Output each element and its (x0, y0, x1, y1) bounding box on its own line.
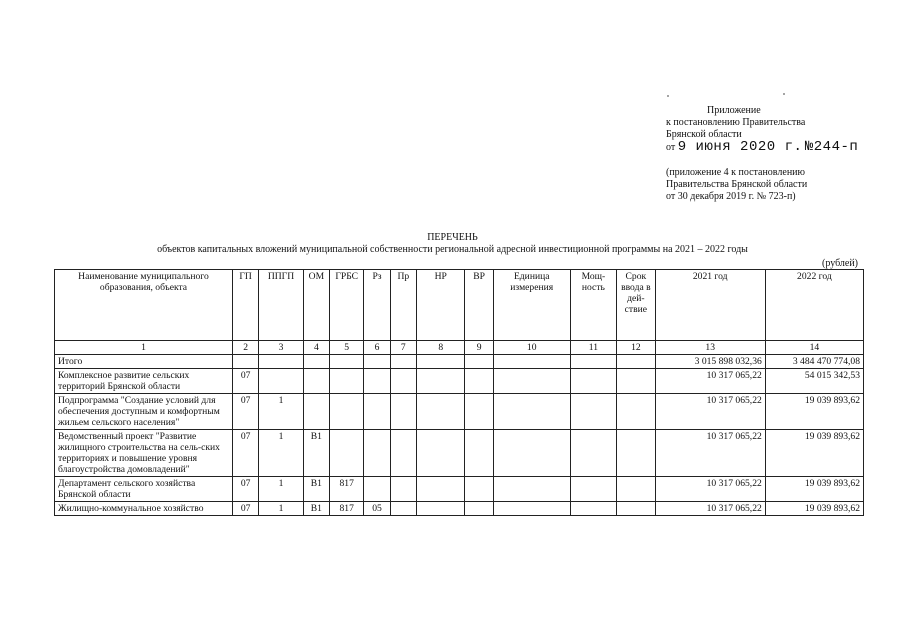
cell-om: В1 (303, 477, 329, 502)
row-total (55, 355, 864, 369)
cell-nr (416, 502, 465, 516)
col-number: 6 (364, 341, 390, 355)
reference-note (666, 167, 807, 203)
cell-vr (465, 369, 493, 394)
cell-pr (390, 355, 416, 369)
col-header-term: Срок ввода в дей-ствие (617, 270, 655, 341)
cell-grbs (330, 355, 364, 369)
col-header-capacity: Мощ-ность (570, 270, 617, 341)
cell-om: В1 (303, 502, 329, 516)
cell-amount-2022: 19 039 893,62 (765, 502, 863, 516)
col-header-2022: 2022 год (765, 270, 863, 341)
column-number-row (55, 341, 864, 355)
col-header-name: Наименование муниципального образования, объекта (55, 270, 233, 341)
col-number: 12 (617, 341, 655, 355)
cell-ppgp: 1 (259, 430, 303, 477)
cell-vr (465, 477, 493, 502)
appendix-header (666, 105, 858, 154)
col-header-om: ОМ (303, 270, 329, 341)
col-number: 10 (493, 341, 570, 355)
col-number: 3 (259, 341, 303, 355)
cell-gp: 07 (232, 430, 258, 477)
appendix-title: Приложение (707, 105, 761, 116)
cell-om (303, 355, 329, 369)
cell-vr (465, 394, 493, 430)
row-agriculture-department (55, 477, 864, 502)
cell-rz (364, 477, 390, 502)
col-number: 7 (390, 341, 416, 355)
cell-name: Подпрограмма "Создание условий для обеспечения доступным и комфортным жильем сельского населения" (55, 394, 233, 430)
cell-unit (493, 394, 570, 430)
scan-speck (783, 93, 785, 95)
cell-grbs: 817 (330, 502, 364, 516)
cell-capacity (570, 355, 617, 369)
cell-rz (364, 430, 390, 477)
cell-gp: 07 (232, 394, 258, 430)
cell-grbs: 817 (330, 477, 364, 502)
document-title: ПЕРЕЧЕНЬ (427, 232, 478, 243)
col-number: 9 (465, 341, 493, 355)
cell-capacity (570, 502, 617, 516)
scan-speck (667, 95, 669, 97)
cell-amount-2021: 10 317 065,22 (655, 430, 765, 477)
cell-nr (416, 477, 465, 502)
reference-line-1: (приложение 4 к постановлению (666, 167, 806, 178)
cell-vr (465, 502, 493, 516)
cell-unit (493, 430, 570, 477)
cell-pr (390, 502, 416, 516)
cell-gp: 07 (232, 502, 258, 516)
col-number: 1 (55, 341, 233, 355)
cell-amount-2022: 54 015 342,53 (765, 369, 863, 394)
decree-date-line (666, 141, 858, 154)
cell-grbs (330, 430, 364, 477)
cell-nr (416, 369, 465, 394)
col-number: 4 (303, 341, 329, 355)
cell-term (617, 477, 655, 502)
cell-unit (493, 477, 570, 502)
col-header-2021: 2021 год (655, 270, 765, 341)
cell-term (617, 430, 655, 477)
col-header-pr: Пр (390, 270, 416, 341)
units-label: (рублей) (822, 258, 859, 269)
cell-om (303, 369, 329, 394)
col-header-unit: Единица измерения (493, 270, 570, 341)
cell-unit (493, 369, 570, 394)
cell-nr (416, 430, 465, 477)
cell-amount-2021: 10 317 065,22 (655, 502, 765, 516)
cell-vr (465, 355, 493, 369)
cell-rz: 05 (364, 502, 390, 516)
cell-term (617, 394, 655, 430)
cell-rz (364, 394, 390, 430)
col-number: 2 (232, 341, 258, 355)
cell-pr (390, 430, 416, 477)
date-prefix: от (666, 142, 676, 153)
col-header-grbs: ГРБС (330, 270, 364, 341)
cell-ppgp: 1 (259, 394, 303, 430)
cell-amount-2021: 10 317 065,22 (655, 394, 765, 430)
cell-pr (390, 369, 416, 394)
cell-unit (493, 355, 570, 369)
cell-name: Итого (55, 355, 233, 369)
cell-amount-2021: 10 317 065,22 (655, 477, 765, 502)
col-header-ppgp: ППГП (259, 270, 303, 341)
cell-amount-2021: 3 015 898 032,36 (655, 355, 765, 369)
decree-date: 9 июня 2020 г. (677, 139, 803, 155)
cell-om: В1 (303, 430, 329, 477)
cell-rz (364, 369, 390, 394)
col-number: 13 (655, 341, 765, 355)
cell-ppgp: 1 (259, 502, 303, 516)
cell-capacity (570, 394, 617, 430)
cell-name: Жилищно-коммунальное хозяйство (55, 502, 233, 516)
cell-name: Ведомственный проект "Развитие жилищного строительства на сель-ских территориях и повышение уровня благоустройства домовладений" (55, 430, 233, 477)
col-number: 5 (330, 341, 364, 355)
cell-ppgp (259, 369, 303, 394)
decree-number: 244-п (813, 139, 859, 155)
cell-pr (390, 477, 416, 502)
cell-vr (465, 430, 493, 477)
cell-rz (364, 355, 390, 369)
appendix-line-2: к постановлению Правительства (666, 117, 806, 128)
cell-capacity (570, 430, 617, 477)
cell-amount-2022: 19 039 893,62 (765, 394, 863, 430)
cell-pr (390, 394, 416, 430)
document-subtitle: объектов капитальных вложений муниципальной собственности региональной адресной инвестиционной программы на 2021 – 2022 годы (157, 244, 748, 255)
row-subprogram-housing (55, 394, 864, 430)
cell-unit (493, 502, 570, 516)
cell-grbs (330, 394, 364, 430)
cell-ppgp: 1 (259, 477, 303, 502)
row-rural-development (55, 369, 864, 394)
col-header-nr: НР (416, 270, 465, 341)
row-departmental-project (55, 430, 864, 477)
investment-table (54, 269, 864, 516)
col-header-gp: ГП (232, 270, 258, 341)
cell-ppgp (259, 355, 303, 369)
cell-gp (232, 355, 258, 369)
cell-amount-2022: 3 484 470 774,08 (765, 355, 863, 369)
cell-capacity (570, 369, 617, 394)
row-housing-utilities (55, 502, 864, 516)
cell-name: Комплексное развитие сельских территорий Брянской области (55, 369, 233, 394)
cell-term (617, 502, 655, 516)
col-number: 14 (765, 341, 863, 355)
cell-om (303, 394, 329, 430)
cell-amount-2021: 10 317 065,22 (655, 369, 765, 394)
cell-capacity (570, 477, 617, 502)
col-number: 11 (570, 341, 617, 355)
cell-gp: 07 (232, 369, 258, 394)
header-row (55, 270, 864, 341)
cell-term (617, 369, 655, 394)
cell-grbs (330, 369, 364, 394)
reference-line-2: Правительства Брянской области (666, 179, 808, 190)
col-header-vr: ВР (465, 270, 493, 341)
cell-amount-2022: 19 039 893,62 (765, 477, 863, 502)
cell-name: Департамент сельского хозяйства Брянской области (55, 477, 233, 502)
cell-gp: 07 (232, 477, 258, 502)
cell-nr (416, 355, 465, 369)
col-number: 8 (416, 341, 465, 355)
col-header-rz: Рз (364, 270, 390, 341)
cell-amount-2022: 19 039 893,62 (765, 430, 863, 477)
cell-term (617, 355, 655, 369)
number-prefix: № (804, 139, 814, 155)
cell-nr (416, 394, 465, 430)
reference-line-3: от 30 декабря 2019 г. № 723-п) (666, 191, 796, 202)
appendix-line-3: Брянской области (666, 129, 742, 140)
